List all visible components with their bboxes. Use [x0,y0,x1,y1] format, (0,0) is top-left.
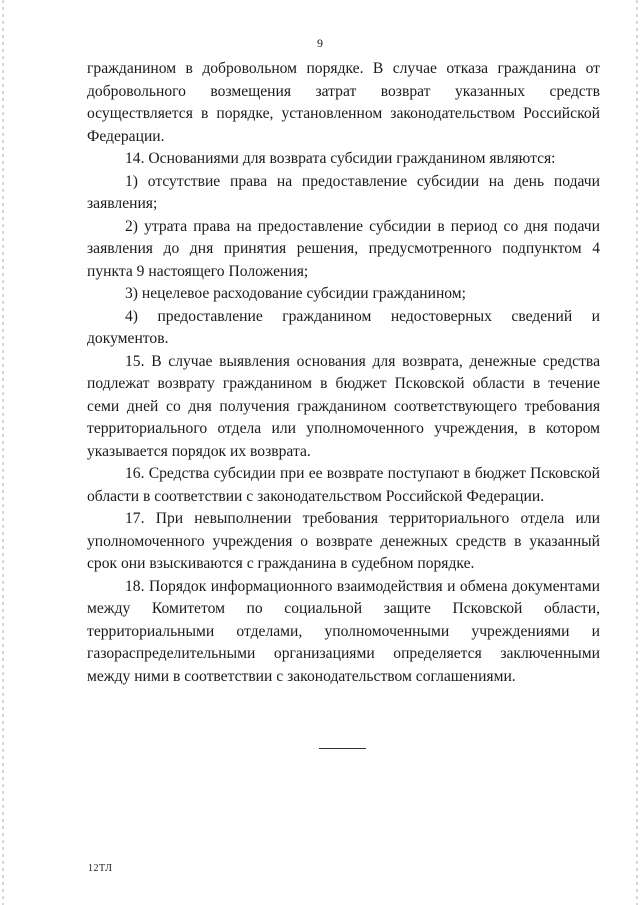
document-body [87,58,600,688]
paragraph-item-15: 15. В случае выявления основания для возврата, денежные средства подлежат возврату гражданином в бюджет Псковской области в течение семи дней со дня получения гражданином соответствующего требования территориального отдела или уполномоченного учреждения, в котором указывается порядок их возврата. [87,352,600,460]
paragraph-continuation: гражданином в добровольном порядке. В случае отказа гражданина от добровольного возмещения затрат возврат указанных средств осуществляется в порядке, установленном законодательством Российской Федерации. [87,60,600,145]
paragraph-subitem-1: 1) отсутствие права на предоставление субсидии на день подачи заявления; [87,172,600,212]
end-divider-line [319,748,366,749]
paragraph-subitem-3: 3) нецелевое расходование субсидии гражданином; [125,285,466,302]
paragraph-subitem-2: 2) утрата права на предоставление субсидии в период со дня подачи заявления до дня принятия решения, предусмотренного подпунктом 4 пункта 9 настоящего Положения; [87,217,600,280]
scan-edge-right [636,0,638,905]
scan-edge-left [2,0,4,905]
paragraph-item-14: 14. Основаниями для возврата субсидии гражданином являются: [125,150,556,167]
footer-code: 12ТЛ [88,863,113,874]
page-number: 9 [317,36,323,50]
paragraph-item-17: 17. При невыполнении требования территориального отдела или уполномоченного учреждения о возврате денежных средств в указанный срок они взыскиваются с гражданина в судебном порядке. [87,510,600,572]
paragraph-subitem-4: 4) предоставление гражданином недостоверных сведений и документов. [87,307,600,347]
paragraph-item-16: 16. Средства субсидии при ее возврате поступают в бюджет Псковской области в соответствии с законодательством Российской Федерации. [87,465,600,505]
paragraph-item-18: 18. Порядок информационного взаимодействия и обмена документами между Комитетом по социальной защите Псковской области, территориальными отделами, уполномоченными учреждениями и газораспределительными организациями определяется заключенными между ними в соответствии с законодательством соглашениями. [87,577,600,685]
